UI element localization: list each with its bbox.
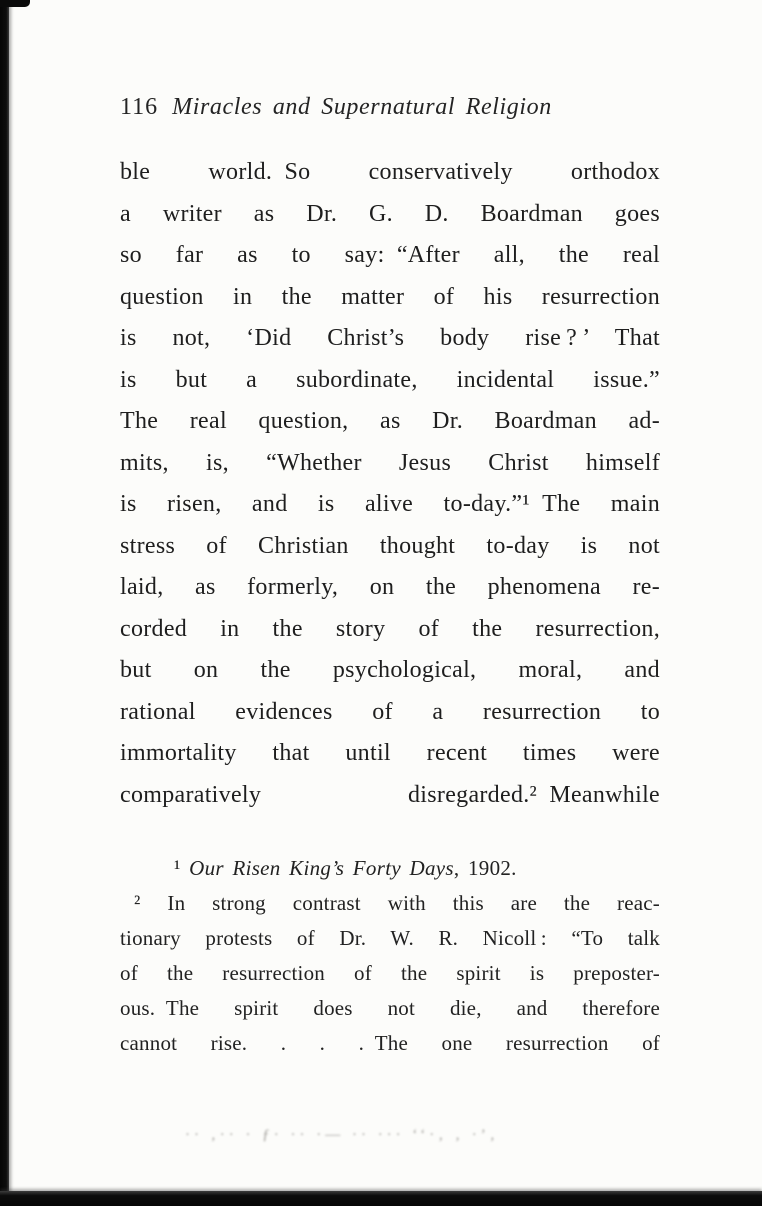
footnote-2-line: tionary protests of Dr. W. R. Nicoll : “To talk <box>120 926 660 950</box>
running-title: Miracles and Supernatural Religion <box>172 94 552 120</box>
body-text-line: laid, as formerly, on the phenomena re- <box>120 574 660 600</box>
scan-edge-top-left <box>0 0 30 7</box>
footnote-1 <box>120 851 660 886</box>
scan-edge-left <box>0 0 9 1206</box>
body-text-line: is risen, and is alive to-day.”¹ The main <box>120 491 660 517</box>
scan-edge-bottom <box>0 1191 762 1206</box>
body-text-line: mits, is, “Whether Jesus Christ himself <box>120 449 660 476</box>
body-text-line: a writer as Dr. G. D. Boardman goes <box>120 200 660 227</box>
footnote-2-line: cannot rise. . . . The one resurrection of <box>120 1031 660 1055</box>
body-text-line: ble world. So conservatively orthodox <box>120 159 660 185</box>
footnote-1-title: Our Risen King’s Forty Days <box>189 856 454 880</box>
page-number: 116 <box>120 94 159 120</box>
body-text-line: is but a subordinate, incidental issue.” <box>120 366 660 393</box>
footnote-2-line: of the resurrection of the spirit is preposter- <box>120 961 660 985</box>
scan-smudge: ·· ‚·· · ƒ· ·· ·— ·· ··· ‘‘·‚ ‚ ·’‚ <box>185 1127 499 1143</box>
footnote-2-line: ² In strong contrast with this are the reac- <box>134 891 660 915</box>
body-text-line: rational evidences of a resurrection to <box>120 698 660 725</box>
body-text-line: immortality that until recent times were <box>120 740 660 766</box>
footnote-1-marker: ¹ <box>174 856 190 880</box>
running-header <box>120 92 660 122</box>
body-text-line: is not, ‘Did Christ’s body rise ? ’ That <box>120 325 660 351</box>
body-text-line: comparatively disregarded.² Meanwhile <box>120 781 660 808</box>
body-text-line: question in the matter of his resurrection <box>120 283 660 310</box>
body-text-line: The real question, as Dr. Boardman ad- <box>120 408 660 434</box>
body-text-line: corded in the story of the resurrection, <box>120 615 660 642</box>
body-text-line: stress of Christian thought to-day is not <box>120 532 660 559</box>
footnote-2-line: ous. The spirit does not die, and therefore <box>120 996 660 1020</box>
footnotes <box>120 851 660 1061</box>
body-text-line: but on the psychological, moral, and <box>120 657 660 683</box>
body-text-line: so far as to say: “After all, the real <box>120 242 660 268</box>
footnote-1-tail: , 1902. <box>453 856 517 880</box>
body-text <box>120 152 660 816</box>
